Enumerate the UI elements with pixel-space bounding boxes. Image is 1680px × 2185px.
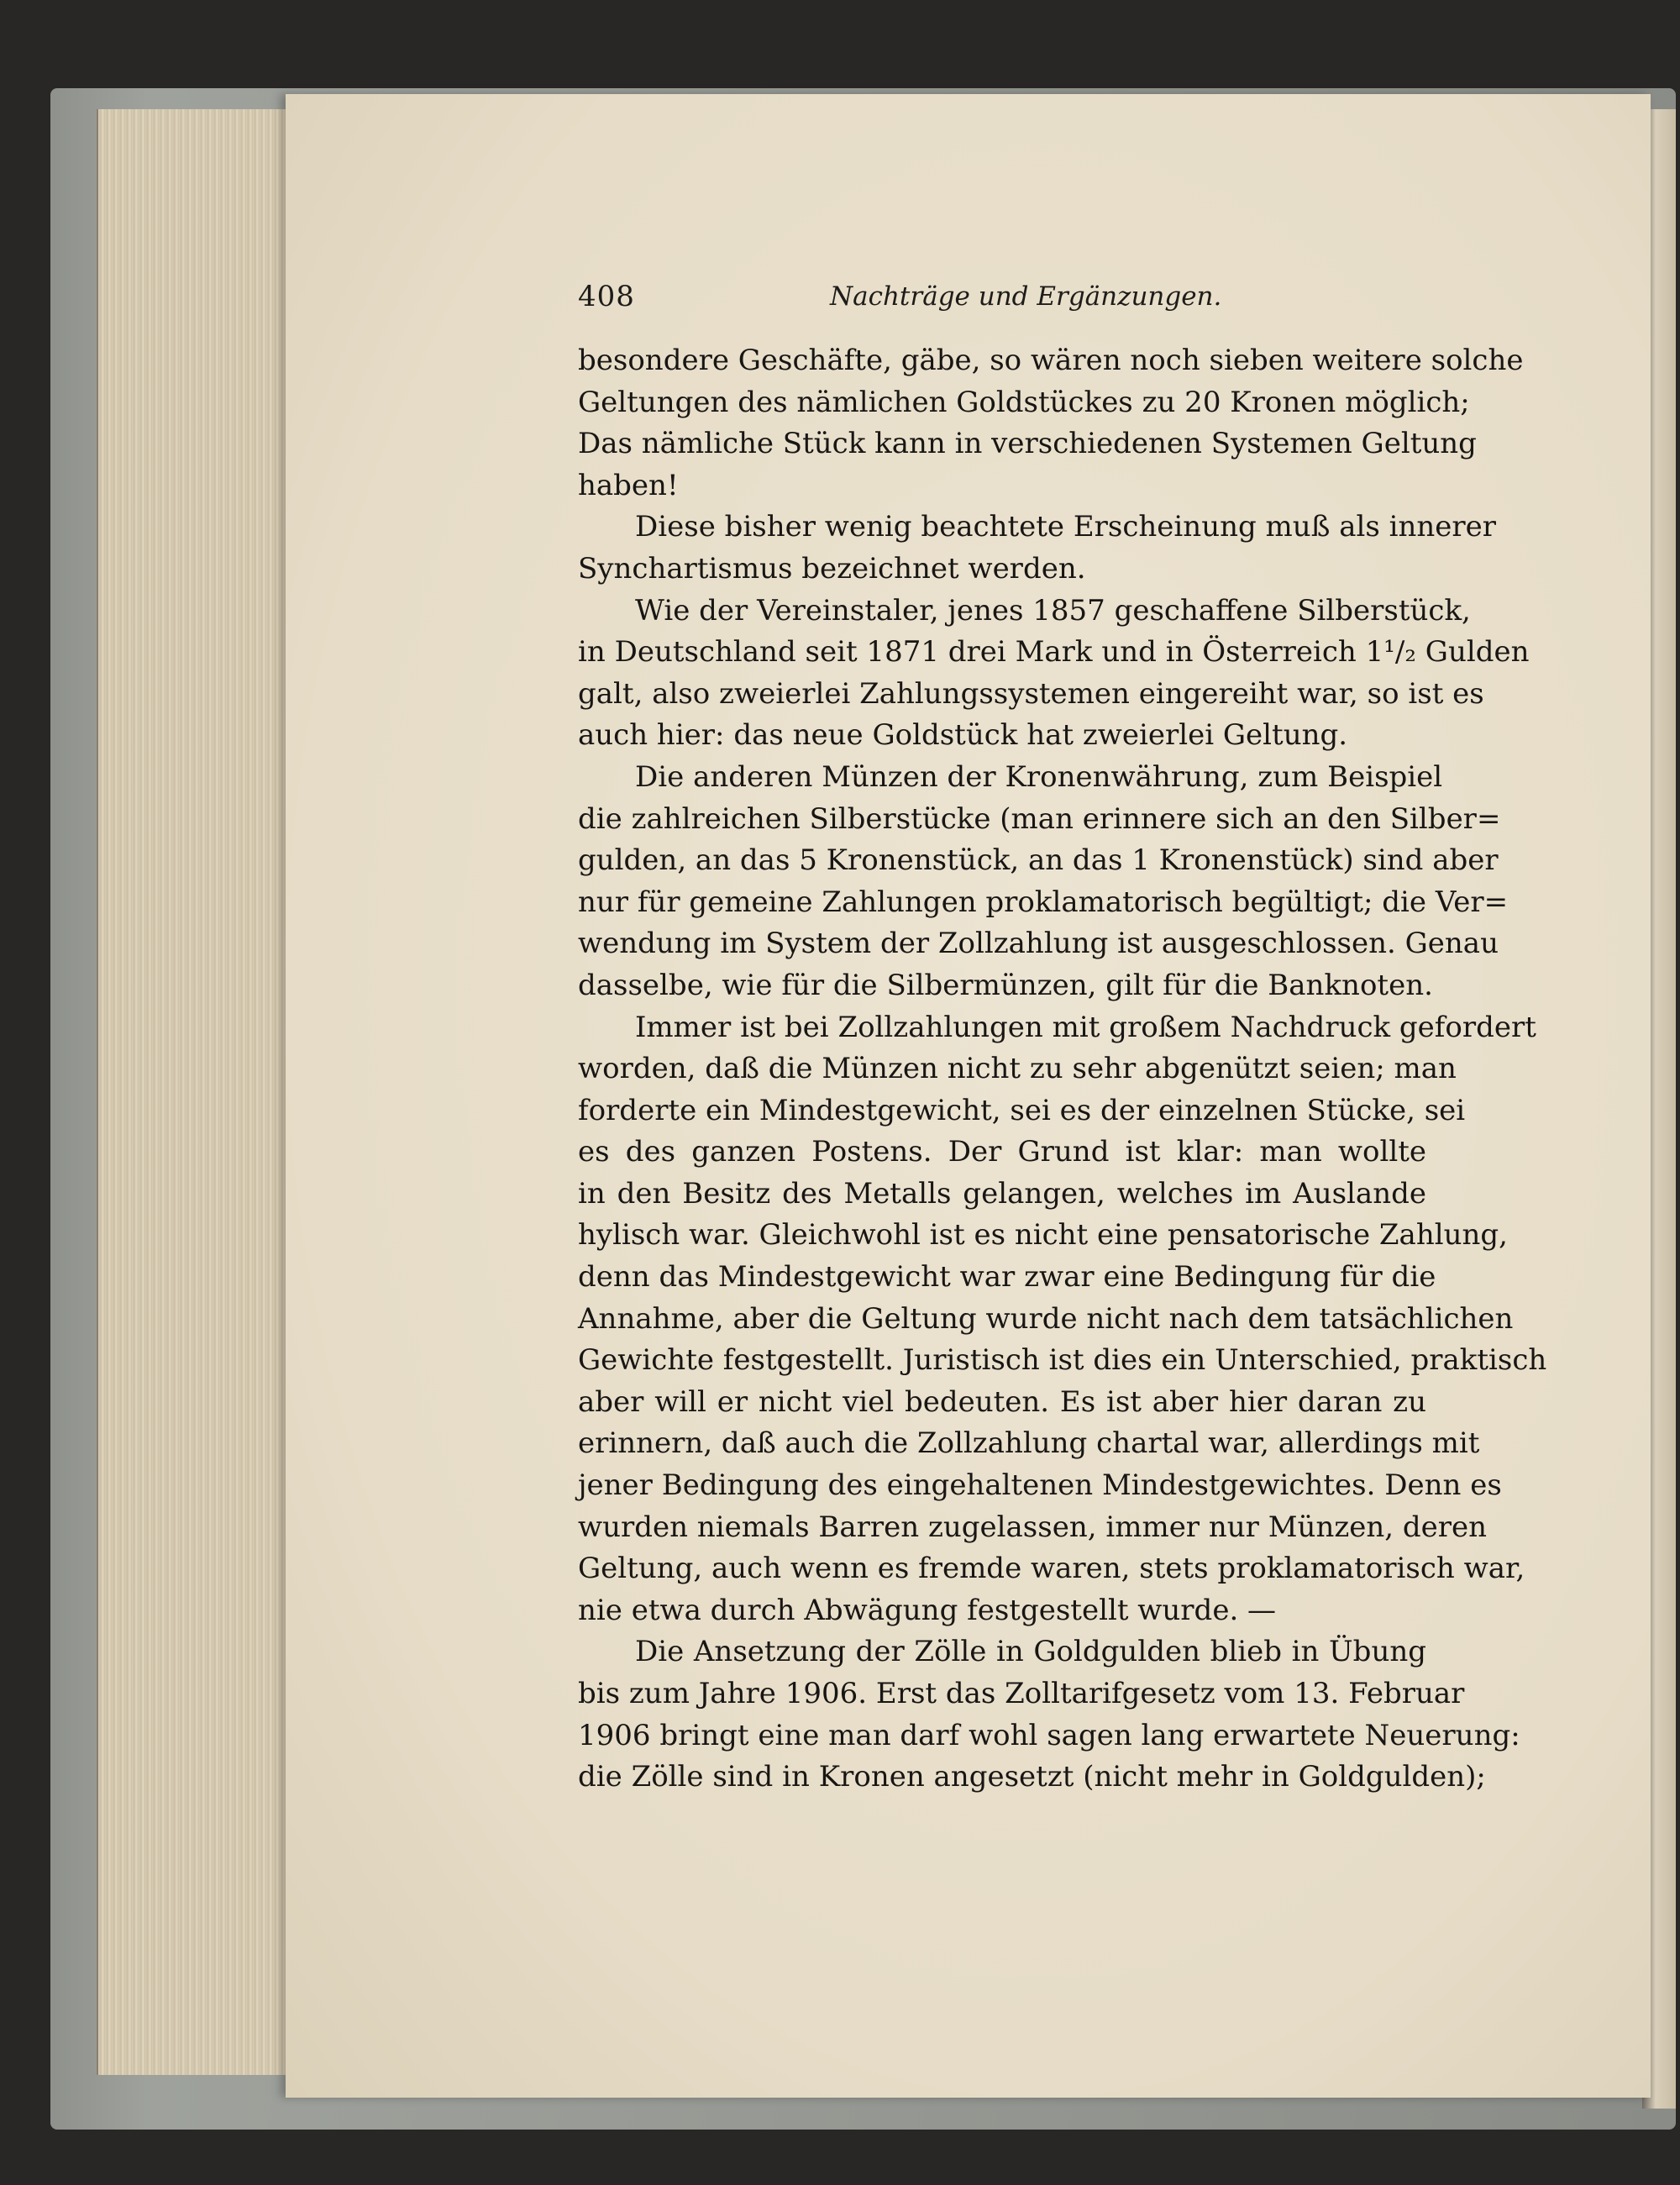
header-title: Nachträge und Ergänzungen. (830, 281, 1222, 312)
text-line: dasselbe, wie für die Silbermünzen, gilt für die Banknoten. (578, 968, 1433, 1002)
text-line: nur für gemeine Zahlungen proklamatorisch begültigt; die Ver= (578, 885, 1509, 919)
text-line: Gewichte festgestellt. Juristisch ist dies ein Unterschied, praktisch (578, 1343, 1547, 1378)
page-number: 408 (578, 280, 635, 313)
text-line: bis zum Jahre 1906. Erst das Zolltarifgesetz vom 13. Februar (578, 1677, 1465, 1710)
text-line: in den Besitz des Metalls gelangen, welches im Auslande (578, 1176, 1426, 1211)
text-line: worden, daß die Münzen nicht zu sehr abgenützt seien; man (578, 1052, 1457, 1086)
text-line: Diese bisher wenig beachtete Erscheinung muß als innerer (635, 510, 1497, 544)
text-line: wurden niemals Barren zugelassen, immer nur Münzen, deren (578, 1510, 1488, 1544)
text-line: haben! (578, 468, 679, 502)
text-line: Geltung, auch wenn es fremde waren, stets proklamatorisch war, (578, 1552, 1525, 1586)
text-line: denn das Mindestgewicht war zwar eine Bedingung für die (578, 1260, 1436, 1295)
running-head (578, 276, 1426, 318)
text-line: auch hier: das neue Goldstück hat zweierlei Geltung. (578, 718, 1348, 753)
text-line: forderte ein Mindestgewicht, sei es der einzelnen Stücke, sei (578, 1093, 1466, 1127)
text-line: Das nämliche Stück kann in verschiedenen Systemen Geltung (578, 427, 1477, 461)
text-line: besondere Geschäfte, gäbe, so wären noch sieben weitere solche (578, 344, 1524, 377)
text-line: galt, also zweierlei Zahlungssystemen eingereiht war, so ist es (578, 676, 1484, 711)
text-line: hylisch war. Gleichwohl ist es nicht eine pensatorische Zahlung, (578, 1218, 1508, 1253)
text-line: 1906 bringt eine man darf wohl sagen lang erwartete Neuerung: (578, 1718, 1520, 1752)
text-line: Annahme, aber die Geltung wurde nicht nach dem tatsächlichen (578, 1301, 1514, 1336)
text-line: die Zölle sind in Kronen angesetzt (nicht mehr in Goldgulden); (578, 1760, 1486, 1794)
text-line: jener Bedingung des eingehaltenen Mindestgewichtes. Denn es (578, 1468, 1502, 1503)
text-line: wendung im System der Zollzahlung ist ausgeschlossen. Genau (578, 927, 1499, 961)
text-line: die zahlreichen Silberstücke (man erinnere sich an den Silber= (578, 801, 1501, 836)
text-line: Synchartismus bezeichnet werden. (578, 551, 1086, 586)
text-line: es des ganzen Postens. Der Grund ist klar: man wollte (578, 1135, 1426, 1169)
text-line: Die anderen Münzen der Kronenwährung, zum Beispiel (635, 759, 1443, 794)
text-line: erinnern, daß auch die Zollzahlung chartal war, allerdings mit (578, 1426, 1480, 1461)
body-text (578, 340, 1547, 1799)
page-edges (97, 109, 296, 2075)
text-line: Geltungen des nämlichen Goldstückes zu 20 Kronen möglich; (578, 385, 1470, 419)
text-line: aber will er nicht viel bedeuten. Es ist aber hier daran zu (578, 1384, 1426, 1419)
text-line: nie etwa durch Abwägung festgestellt wurde. — (578, 1593, 1277, 1627)
text-line: in Deutschland seit 1871 drei Mark und in Österreich 1¹/₂ Gulden (578, 635, 1530, 670)
text-line: Wie der Vereinstaler, jenes 1857 geschaffene Silberstück, (635, 593, 1471, 628)
text-line: gulden, an das 5 Kronenstück, an das 1 Kronenstück) sind aber (578, 843, 1499, 878)
text-line: Immer ist bei Zollzahlungen mit großem Nachdruck gefordert (635, 1010, 1536, 1044)
text-line: Die Ansetzung der Zölle in Goldgulden blieb in Übung (635, 1635, 1426, 1669)
